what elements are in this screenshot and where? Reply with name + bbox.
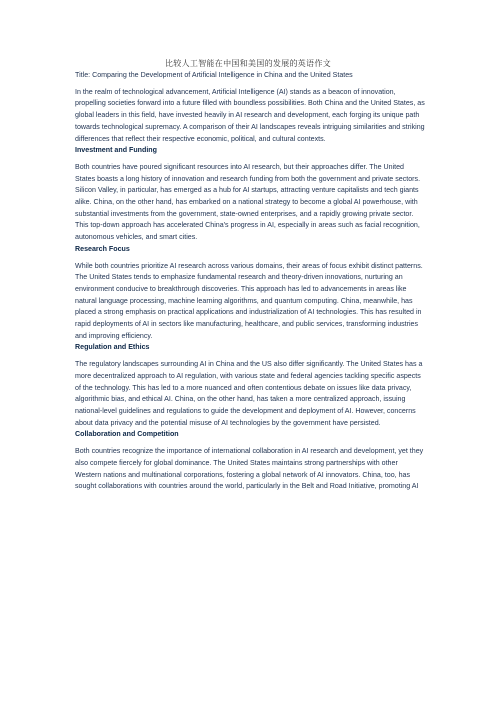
section-heading-investment: Investment and Funding xyxy=(75,146,157,155)
section-heading-research: Research Focus xyxy=(75,244,130,253)
section-heading-regulation: Regulation and Ethics xyxy=(75,343,150,352)
title-line: Title: Comparing the Development of Artificial Intelligence in China and the United States xyxy=(75,71,353,79)
document-heading: 比较人工智能在中国和美国的发展的英语作文 xyxy=(165,59,331,68)
section-heading-collaboration: Collaboration and Competition xyxy=(75,430,179,439)
document-body xyxy=(75,70,425,493)
section-body-investment: Both countries have poured significant resources into AI research, but their approaches differ. The United States boasts a long history of innovation and research funding from both the government and private sectors. Silicon Valley, in particular, has emerged as a hub for AI startups, attracting venture capitalists and tech giants alike. China, on the other hand, has embarked on a national strategy to become a global AI powerhouse, with substantial investments from the government, state-owned enterprises, and a rapidly growing private sector. This top-down approach has accelerated China's progress in AI, especially in areas such as facial recognition, autonomous vehicles, and smart cities. xyxy=(75,162,421,242)
section-body-research: While both countries prioritize AI research across various domains, their areas of focus exhibit distinct patterns. The United States tends to emphasize fundamental research and theory-driven innovations, nurturing an environment conducive to breakthrough discoveries. This approach has led to advancements in areas like natural language processing, machine learning algorithms, and quantum computing. China, meanwhile, has placed a strong emphasis on practical applications and industrialization of AI technologies. This has resulted in rapid deployments of AI in sectors like manufacturing, healthcare, and public services, transforming industries and improving efficiency. xyxy=(75,261,423,340)
section-body-regulation: The regulatory landscapes surrounding AI in China and the US also differ significantly. The United States has a more decentralized approach to AI regulation, with various state and federal agencies tackling specific aspects of the technology. This has led to a more nuanced and often contentious debate on issues like data privacy, algorithmic bias, and ethical AI. China, on the other hand, has taken a more centralized approach, issuing national-level guidelines and regulations to guide the development and deployment of AI. However, concerns about data privacy and the potential misuse of AI technologies by the government have persisted. xyxy=(75,360,423,427)
section-body-collaboration: Both countries recognize the importance of international collaboration in AI research and development, yet they also compete fiercely for global dominance. The United States maintains strong partnerships with other Western nations and multinational corporations, fostering a global network of AI innovators. China, too, has sought collaborations with countries around the world, particularly in the Belt and Road Initiative, promoting AI xyxy=(75,447,424,491)
intro-paragraph: In the realm of technological advancement, Artificial Intelligence (AI) stands as a beacon of innovation, propelling societies forward into a future filled with boundless possibilities. Both China and the United States, as global leaders in this field, have invested heavily in AI research and development, each forging its unique path towards technological supremacy. A comparison of their AI landscapes reveals intriguing similarities and striking differences that reflect their respective economic, political, and cultural contexts. xyxy=(75,87,425,143)
